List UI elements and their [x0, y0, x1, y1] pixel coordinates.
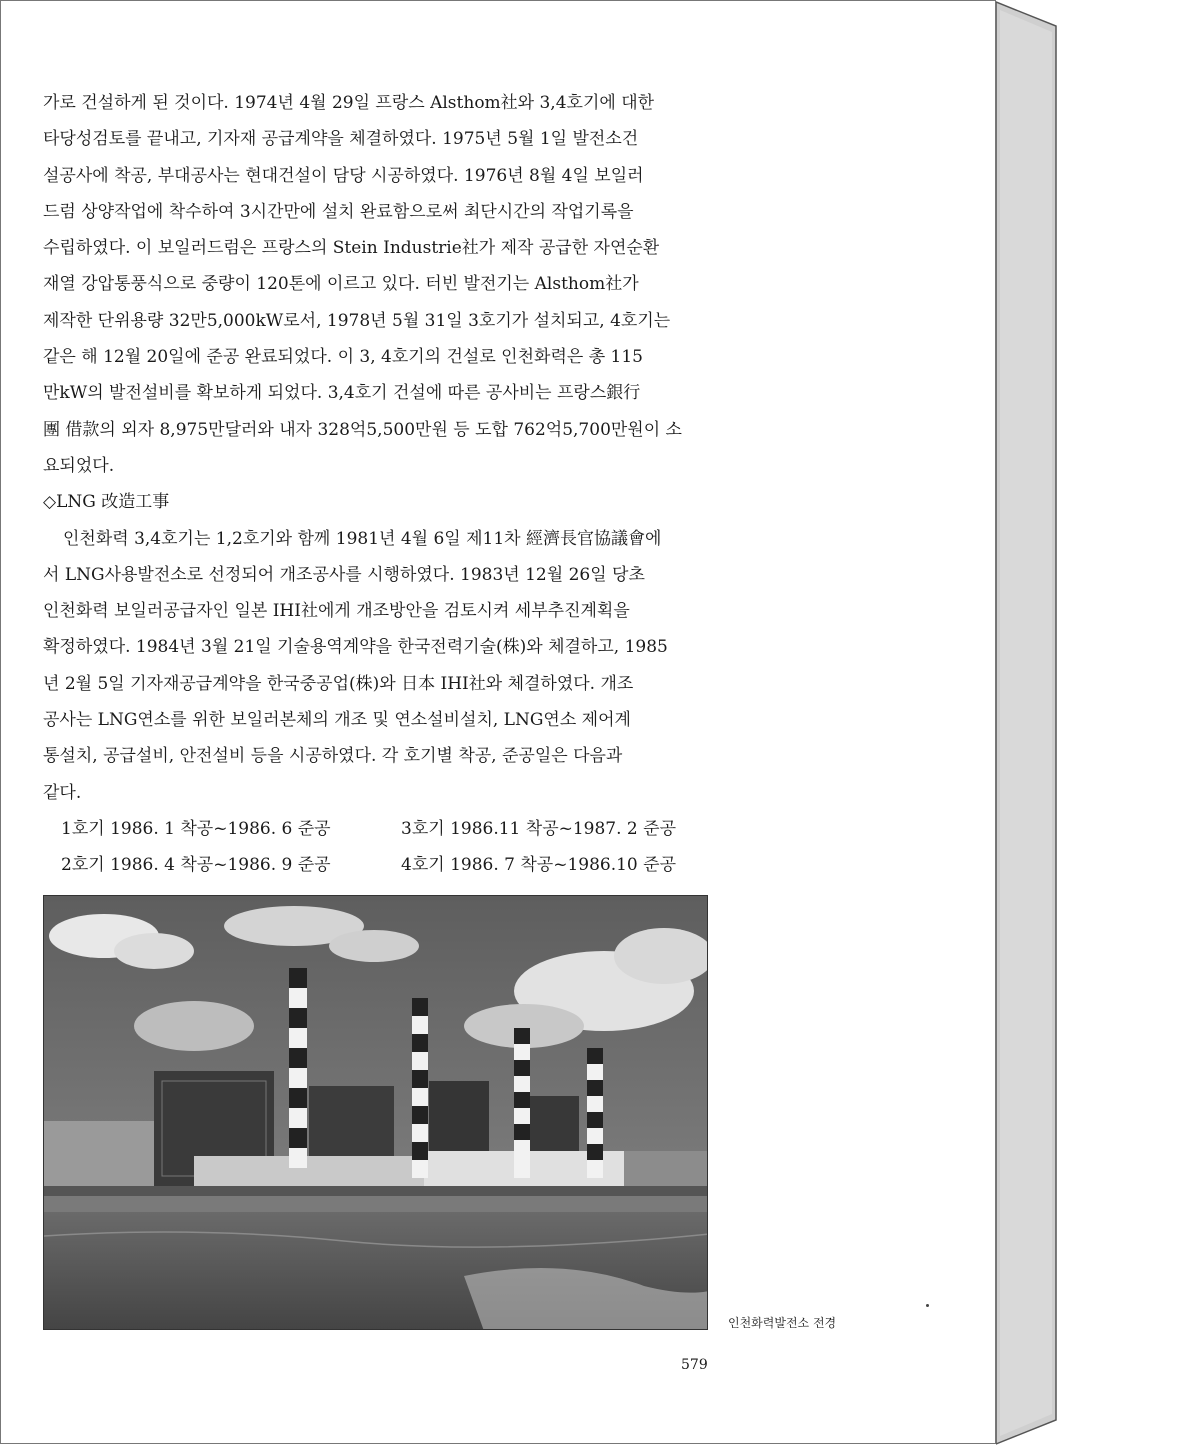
text-line: 재열 강압통풍식으로 중량이 120톤에 이르고 있다. 터빈 발전기는 Alsthom社가 [43, 274, 639, 295]
construction-schedule [43, 811, 709, 884]
text-line: 확정하였다. 1984년 3월 21일 기술용역계약을 한국전력기술(株)와 체결하고, 1985 [43, 637, 668, 658]
text-line: 같은 해 12월 20일에 준공 완료되었다. 이 3, 4호기의 건설로 인천화력은 총 115 [43, 347, 643, 368]
paragraph-1 [43, 85, 709, 484]
text-line: 團 借款의 외자 8,975만달러와 내자 328억5,500만원 등 도합 762억5,700만원이 소 [43, 419, 682, 440]
text-line: 가로 건설하게 된 것이다. 1974년 4월 29일 프랑스 Alsthom社와 3,4호기에 대한 [43, 93, 655, 113]
schedule-row [43, 811, 709, 847]
text-line: 인천화력 보일러공급자인 일본 IHI社에게 개조방안을 검토시켜 세부추진계획을 [43, 601, 630, 622]
text-line: 만kW의 발전설비를 확보하게 되었다. 3,4호기 건설에 따른 공사비는 프랑스銀行 [43, 383, 641, 404]
text-line: 서 LNG사용발전소로 선정되어 개조공사를 시행하였다. 1983년 12월 26일 당초 [43, 564, 645, 585]
page-number: 579 [681, 1357, 708, 1373]
text-line: 인천화력 3,4호기는 1,2호기와 함께 1981년 4월 6일 제11차 經濟長官協議會에 [63, 528, 662, 549]
text-line: 드럼 상양작업에 착수하여 3시간만에 설치 완료함으로써 최단시간의 작업기록을 [43, 201, 634, 222]
schedule-row [43, 847, 709, 883]
schedule-entry: 2호기 1986. 4 착공~1986. 9 준공 [61, 855, 331, 876]
body-text [43, 85, 709, 884]
schedule-entry: 3호기 1986.11 착공~1987. 2 준공 [401, 818, 676, 839]
text-line: 수립하였다. 이 보일러드럼은 프랑스의 Stein Industrie社가 제작 공급한 자연순환 [43, 238, 660, 259]
schedule-entry: 4호기 1986. 7 착공~1986.10 준공 [401, 855, 676, 876]
schedule-entry: 1호기 1986. 1 착공~1986. 6 준공 [61, 818, 331, 839]
photo-caption: 인천화력발전소 전경 [728, 1316, 837, 1330]
page-edge-shadow [996, 0, 1058, 1446]
text-line: 타당성검토를 끝내고, 기자재 공급계약을 체결하였다. 1975년 5월 1일 발전소건 [43, 129, 639, 150]
text-line: 통설치, 공급설비, 안전설비 등을 시공하였다. 각 호기별 착공, 준공일은 다음과 [43, 746, 623, 767]
power-plant-photo [43, 895, 708, 1330]
text-line: 요되었다. [43, 455, 115, 476]
text-line: 제작한 단위용량 32만5,000kW로서, 1978년 5월 31일 3호기가 설치되고, 4호기는 [43, 310, 671, 331]
text-line: 같다. [43, 782, 82, 803]
speck [926, 1304, 929, 1307]
text-line: 설공사에 착공, 부대공사는 현대건설이 담당 시공하였다. 1976년 8월 4일 보일러 [43, 165, 644, 186]
text-line: 년 2월 5일 기자재공급계약을 한국중공업(株)와 日本 IHI社와 체결하였다. 개조 [43, 673, 634, 694]
section-heading: ◇LNG 改造工事 [43, 492, 170, 513]
text-line: 공사는 LNG연소를 위한 보일러본체의 개조 및 연소설비설치, LNG연소 제어계 [43, 710, 631, 731]
paragraph-2 [43, 521, 709, 811]
